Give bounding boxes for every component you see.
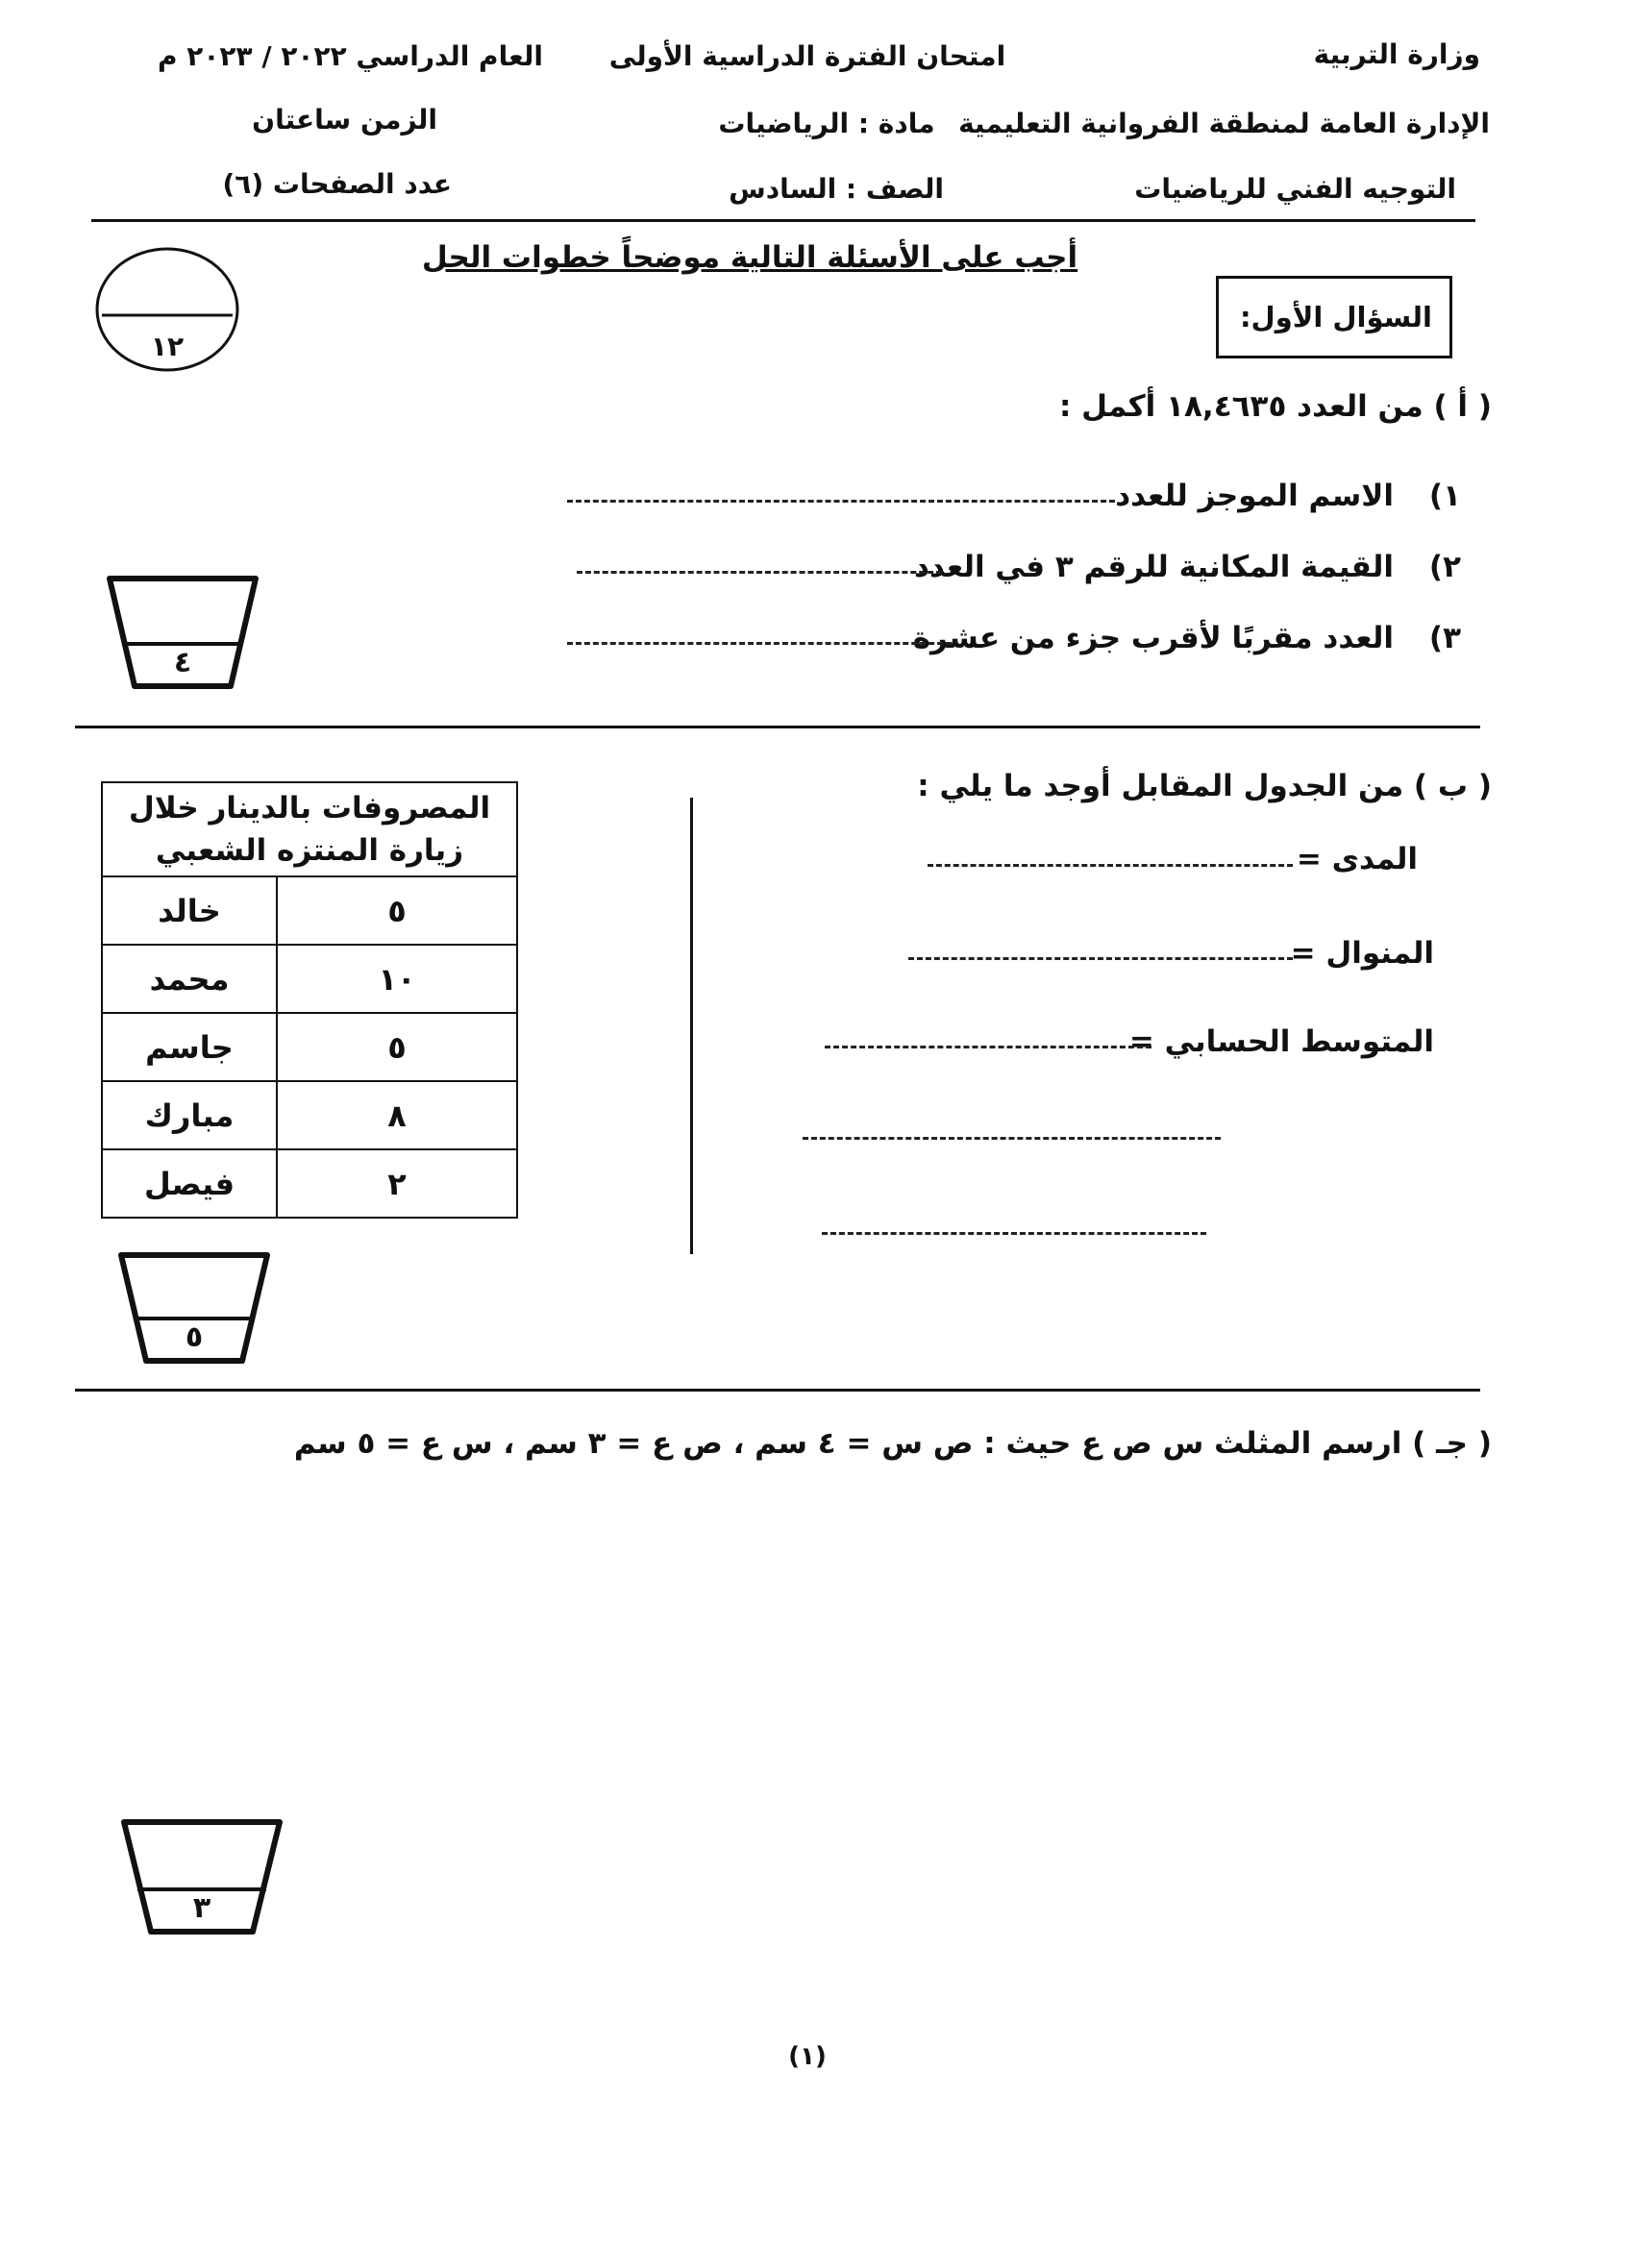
table-cell-value: ٥ xyxy=(277,1013,517,1081)
directorate-name: الإدارة العامة لمنطقة الفروانية التعليمية xyxy=(958,108,1490,139)
part-c-stem: ( جـ ) ارسم المثلث س ص ع حيث : ص س = ٤ سم ، ص ع = ٣ سم ، س ع = ٥ سم xyxy=(293,1426,1492,1461)
ministry-name: وزارة التربية xyxy=(1313,38,1480,70)
grade-label: الصف : السادس xyxy=(729,173,944,205)
table-header-row xyxy=(102,782,517,876)
table-row xyxy=(102,1149,517,1218)
exam-title: امتحان الفترة الدراسية الأولى xyxy=(608,40,1006,72)
answer-line-3[interactable] xyxy=(567,642,952,645)
expenses-table xyxy=(101,781,518,1219)
answer-line-2[interactable] xyxy=(577,571,942,574)
part-a-item-3-text: العدد مقربًا لأقرب جزء من عشرة xyxy=(912,621,1394,655)
question-title-box xyxy=(1216,276,1452,358)
table-row xyxy=(102,945,517,1013)
work-line-1[interactable] xyxy=(803,1137,1221,1140)
table-row xyxy=(102,1081,517,1149)
part-a-mark-cup xyxy=(106,575,260,690)
question-title: السؤال الأول: xyxy=(1239,301,1432,333)
part-b-divider xyxy=(75,1389,1480,1392)
page-count: عدد الصفحات (٦) xyxy=(222,168,452,200)
part-a-item-3-num: ٣) xyxy=(1428,621,1461,655)
table-row xyxy=(102,876,517,945)
part-a-mark: ٤ xyxy=(173,646,192,679)
mode-answer-line[interactable] xyxy=(908,957,1293,960)
part-b-mark-cup xyxy=(117,1251,271,1365)
table-cell-value: ٨ xyxy=(277,1081,517,1149)
part-b-mark: ٥ xyxy=(185,1320,204,1354)
academic-year: العام الدراسي ٢٠٢٢ / ٢٠٢٣ م xyxy=(157,40,543,72)
table-row xyxy=(102,1013,517,1081)
part-c-mark: ٣ xyxy=(192,1891,211,1925)
part-a-item-1-num: ١) xyxy=(1428,479,1461,513)
mean-label: المتوسط الحسابي = xyxy=(1128,1024,1434,1059)
table-cell-name: خالد xyxy=(102,876,277,945)
instructions: أجب على الأسئلة التالية موضحاً خطوات الحل xyxy=(421,240,1078,275)
part-b-stem: ( ب ) من الجدول المقابل أوجد ما يلي : xyxy=(917,769,1492,803)
answer-line-1[interactable] xyxy=(567,500,1115,503)
work-line-2[interactable] xyxy=(822,1232,1206,1235)
part-c-mark-cup xyxy=(120,1818,284,1935)
subject-label: مادة : الرياضيات xyxy=(718,108,935,139)
table-header: المصروفات بالدينار خلال زيارة المنتزه الشعبي xyxy=(102,782,517,876)
vertical-separator xyxy=(690,798,693,1254)
range-label: المدى = xyxy=(1296,842,1418,876)
mean-answer-line[interactable] xyxy=(825,1046,1151,1048)
table-cell-value: ٢ xyxy=(277,1149,517,1218)
drawing-area[interactable] xyxy=(173,1499,1480,1816)
part-a-divider xyxy=(75,726,1480,728)
table-cell-name: فيصل xyxy=(102,1149,277,1218)
total-mark: ١٢ xyxy=(150,331,185,362)
range-answer-line[interactable] xyxy=(928,864,1293,867)
page-number: (١) xyxy=(788,2042,827,2071)
table-cell-name: جاسم xyxy=(102,1013,277,1081)
table-cell-name: مبارك xyxy=(102,1081,277,1149)
table-cell-name: محمد xyxy=(102,945,277,1013)
part-a-stem: ( أ ) من العدد ١٨,٤٦٣٥ أكمل : xyxy=(1058,389,1492,424)
part-a-item-2-text: القيمة المكانية للرقم ٣ في العدد xyxy=(914,550,1394,584)
table-cell-value: ٥ xyxy=(277,876,517,945)
supervision-name: التوجيه الفني للرياضيات xyxy=(1134,173,1456,205)
part-a-item-2-num: ٢) xyxy=(1428,550,1461,584)
exam-duration: الزمن ساعتان xyxy=(252,104,437,136)
mode-label: المنوال = xyxy=(1290,936,1434,971)
table-cell-value: ١٠ xyxy=(277,945,517,1013)
part-a-item-1-text: الاسم الموجز للعدد xyxy=(1115,479,1394,513)
header-divider xyxy=(91,219,1475,222)
